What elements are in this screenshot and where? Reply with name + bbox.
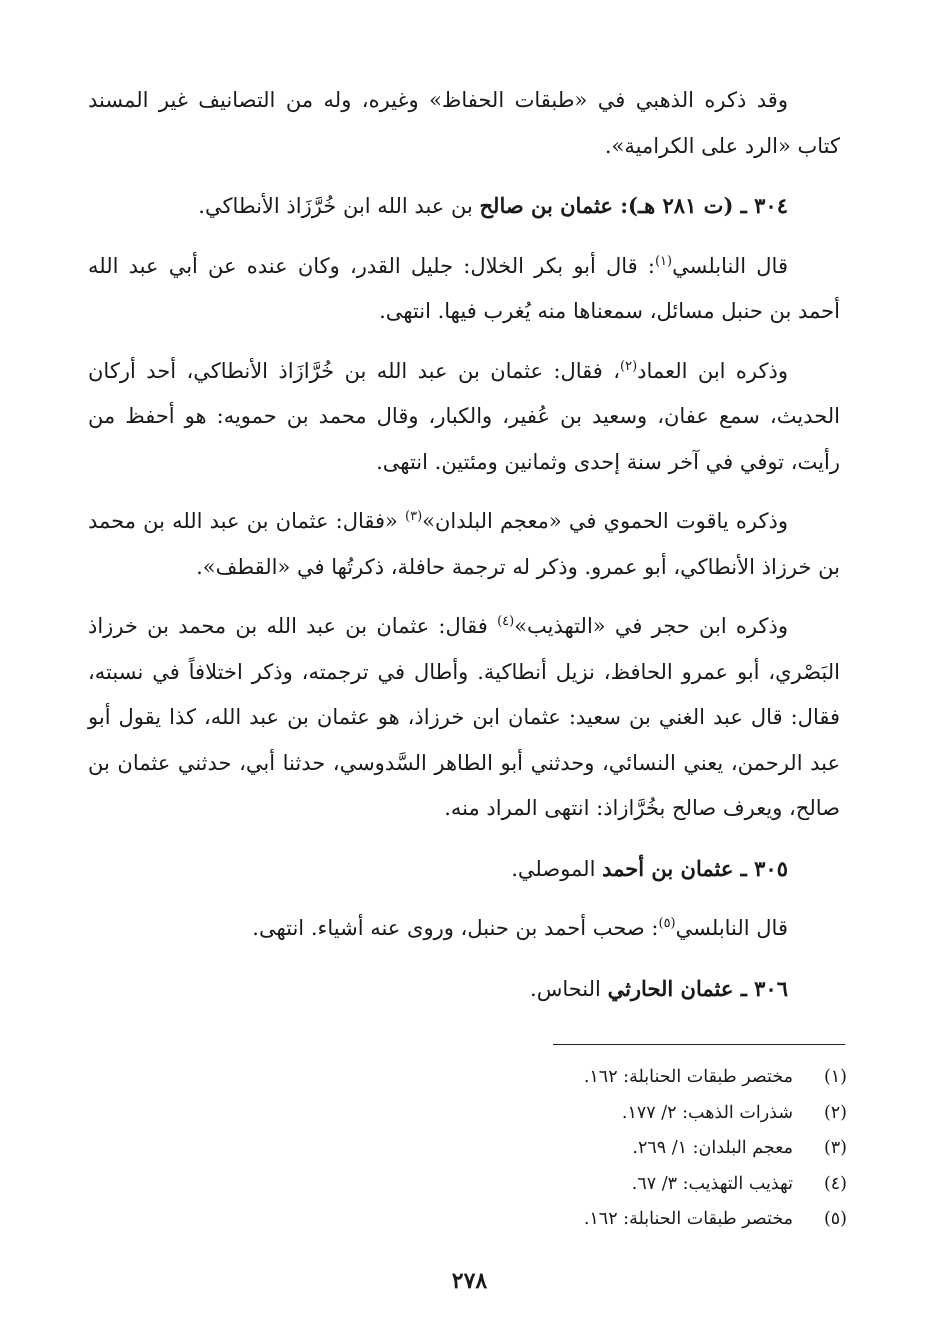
paragraph-yaqut <box>88 499 840 590</box>
page-number: ٢٧٨ <box>451 1268 488 1294</box>
footnote-ref-5: (٥) <box>658 916 676 931</box>
paragraph-ibn-imad-lead: وذكره ابن العماد <box>637 358 788 383</box>
paragraph-ibn-imad <box>88 349 840 486</box>
entry-306-title: ٣٠٦ ـ عثمان الحارثي <box>607 975 788 1001</box>
footnote-5-text: مختصر طبقات الحنابلة: ١٦٢. <box>583 1209 793 1229</box>
entry-306-heading <box>88 966 840 1013</box>
entry-304-title: ٣٠٤ ـ (ت ٢٨١ هـ): عثمان بن صالح <box>479 193 788 218</box>
footnote-ref-1: (١) <box>654 253 673 269</box>
footnote-4-number: (٤) <box>823 1173 847 1194</box>
entry-305-name-rest: الموصلي. <box>511 856 603 881</box>
footnote-3-number: (٣) <box>823 1138 847 1158</box>
footnote-divider <box>553 1044 845 1045</box>
paragraph-nabulsi-2-lead: قال النابلسي <box>675 916 788 940</box>
footnote-ref-2: (٢) <box>620 358 638 374</box>
entry-304-name-rest: بن عبد الله ابن خُرَّزَاذ الأنطاكي. <box>198 194 480 218</box>
entry-304-heading <box>88 183 840 230</box>
footnote-ref-4: (٤) <box>497 614 515 629</box>
paragraph-ibn-imad-text: ، فقال: عثمان بن عبد الله بن خُرَّازَاذ الأنطاكي، أحد أركان الحديث، سمع عفان، وسعيد بن عُفير، والكبار، وقال محمد بن حمويه: هو أحفظ من رأيت، توفي في آخر سنة إحدى وثمانين ومئتين. انتهى. <box>88 358 840 474</box>
footnote-3-text: معجم البلدان: ١/ ٢٦٩. <box>632 1138 793 1158</box>
footnote-4-text: تهذيب التهذيب: ٣/ ٦٧. <box>631 1173 793 1194</box>
footnotes <box>427 1060 847 1238</box>
paragraph-yaqut-lead: وذكره ياقوت الحموي في «معجم البلدان» <box>422 509 788 533</box>
paragraph-ibn-hajar <box>88 604 840 832</box>
footnote-1 <box>427 1060 847 1096</box>
footnote-1-text: مختصر طبقات الحنابلة: ١٦٢. <box>583 1067 793 1087</box>
footnote-5-number: (٥) <box>823 1209 847 1229</box>
paragraph-nabulsi-2-text: : صحب أحمد بن حنبل، وروى عنه أشياء. انتهى. <box>252 916 659 940</box>
paragraph-intro-text: وقد ذكره الذهبي في «طبقات الحفاظ» وغيره، وله من التصانيف غير المسند كتاب «الرد على الكرامية». <box>88 88 840 158</box>
paragraph-nabulsi-2 <box>88 906 840 952</box>
paragraph-nabulsi-1 <box>88 244 840 335</box>
paragraph-yaqut-text: «فقال: عثمان بن عبد الله بن محمد بن خرزاذ الأنطاكي، أبو عمرو. وذكر له ترجمة حافلة، ذكرتُها في «القطف». <box>88 509 840 579</box>
entry-305-heading <box>88 846 840 893</box>
footnote-2-number: (٢) <box>823 1102 847 1123</box>
paragraph-ibn-hajar-text: فقال: عثمان بن عبد الله بن محمد بن خرزاذ البَصْري، أبو عمرو الحافظ، نزيل أنطاكية. وأطال في ترجمته، وذكر اختلافاً في نسبته، فقال: قال عبد الغني بن سعيد: عثمان ابن خرزاذ، هو عثمان بن عبد الله، كذا يقول أبو عبد الرحمن، يعني النسائي، وحدثني أبو الطاهر السَّدوسي، حدثنا أبي، حدثني عثمان بن صالح، ويعرف صالح بخُرَّازاذ: انتهى المراد منه. <box>88 614 840 820</box>
footnote-1-number: (١) <box>823 1067 847 1087</box>
footnote-2-text: شذرات الذهب: ٢/ ١٧٧. <box>621 1102 793 1123</box>
paragraph-ibn-hajar-lead: وذكره ابن حجر في «التهذيب» <box>514 614 788 638</box>
entry-306-name-rest: النحاس. <box>530 976 608 1001</box>
footnote-ref-3: (٣) <box>405 509 423 524</box>
footnote-2 <box>427 1096 847 1132</box>
footnote-4 <box>427 1167 847 1203</box>
main-text <box>88 78 840 1026</box>
paragraph-intro <box>88 78 840 169</box>
entry-305-title: ٣٠٥ ـ عثمان بن أحمد <box>602 855 788 881</box>
paragraph-nabulsi-1-lead: قال النابلسي <box>672 253 788 278</box>
footnote-5 <box>427 1202 847 1238</box>
paragraph-nabulsi-1-text: : قال أبو بكر الخلال: جليل القدر، وكان عنده عن أبي عبد الله أحمد بن حنبل مسائل، سمعناها منه يُغرب فيها. انتهى. <box>88 253 840 323</box>
footnote-3 <box>427 1131 847 1167</box>
